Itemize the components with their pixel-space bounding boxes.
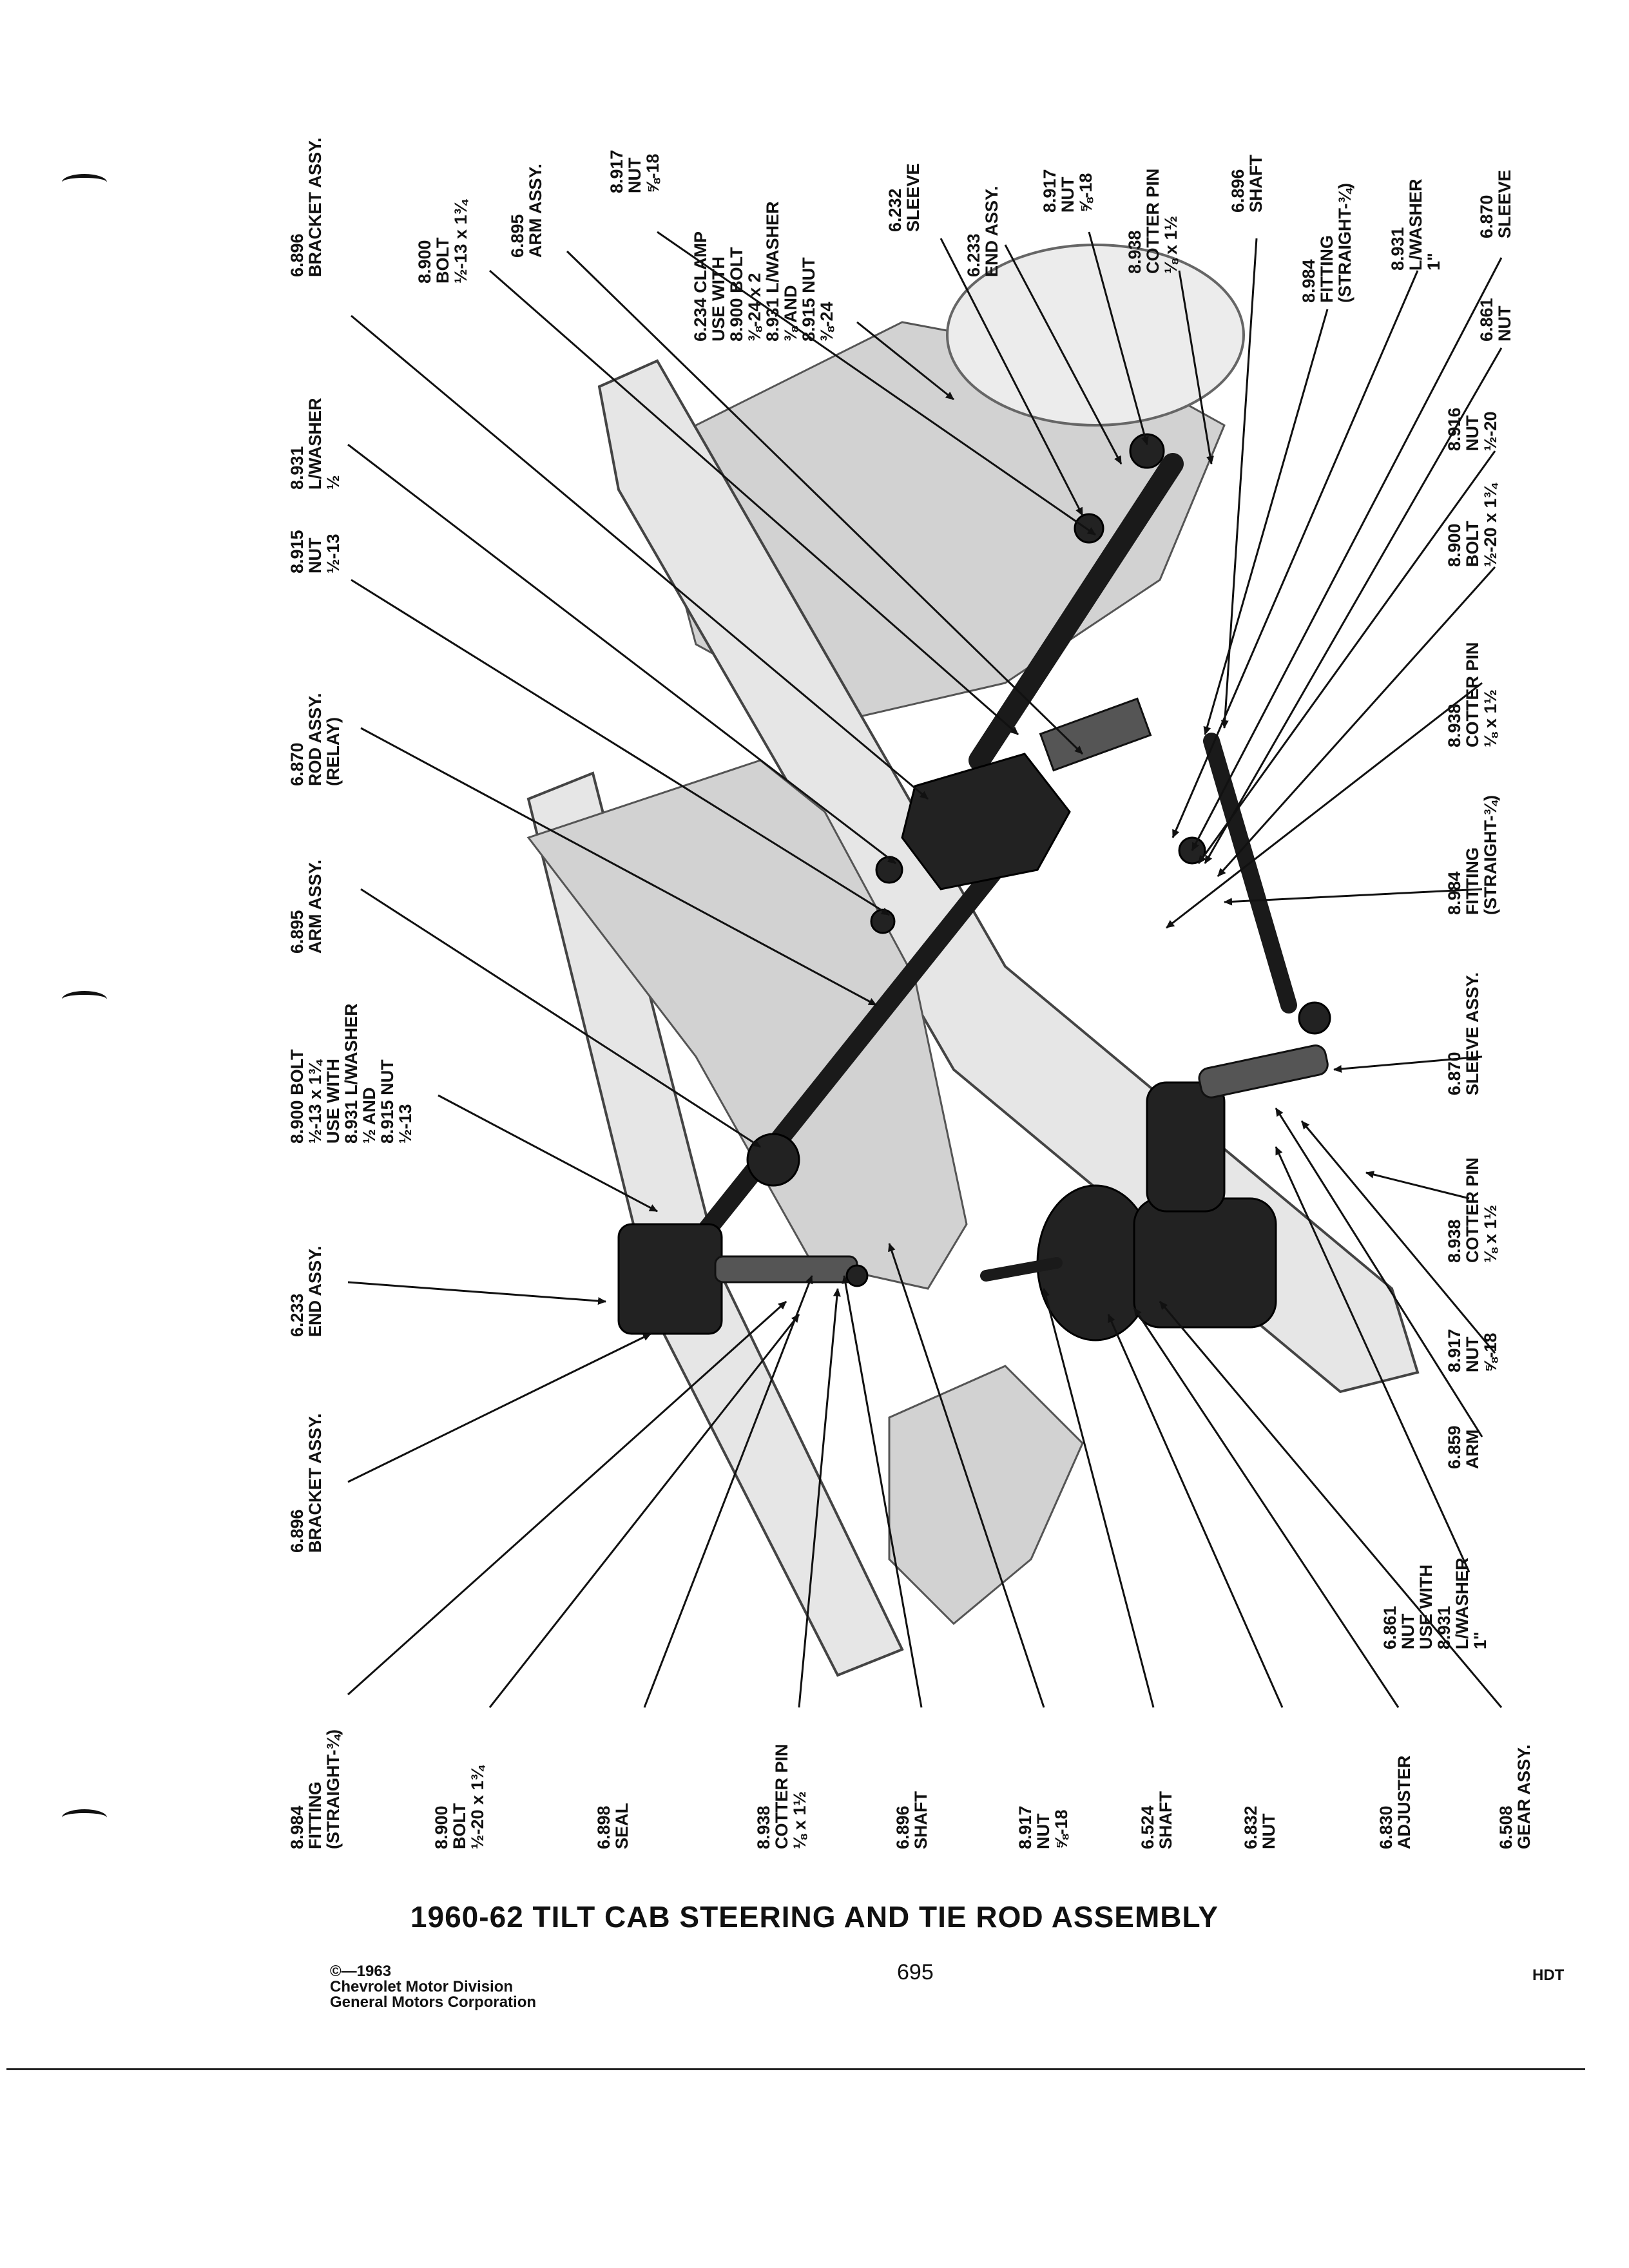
callout-line: 6.859 xyxy=(1445,1425,1464,1469)
copyright-line: General Motors Corporation xyxy=(330,1994,537,2011)
callout-line: SHAFT xyxy=(1156,1791,1175,1849)
callout-c21 xyxy=(287,860,325,954)
callout-line: 1" xyxy=(1470,1631,1490,1649)
callout-line: 8.938 xyxy=(754,1805,773,1849)
callout-line: 8.917 xyxy=(1040,169,1059,213)
callout-c12 xyxy=(1388,178,1443,271)
copyright-line: Chevrolet Motor Division xyxy=(330,1978,514,1995)
callout-line: ADJUSTER xyxy=(1394,1755,1414,1849)
callout-line: 6.508 xyxy=(1496,1805,1516,1849)
callout-line: SLEEVE xyxy=(1495,169,1514,238)
callout-c28 xyxy=(1445,1425,1482,1469)
callout-c01 xyxy=(287,137,325,277)
callout-line: 8.931 xyxy=(287,446,307,490)
callout-c31 xyxy=(287,1729,343,1849)
callout-c40 xyxy=(1496,1744,1534,1849)
callout-line: SLEEVE xyxy=(903,163,923,232)
callout-line: COTTER PIN xyxy=(1143,168,1162,274)
callout-line: (STRAIGHT-¾) xyxy=(1481,795,1500,915)
callout-line: 8.938 xyxy=(1445,704,1464,747)
callout-line: ½-20 x 1¾ xyxy=(468,1765,487,1849)
callout-line: COTTER PIN xyxy=(1463,1157,1482,1263)
nut-part xyxy=(1075,514,1103,543)
callout-c36 xyxy=(1016,1805,1071,1849)
callout-line: ½-13 xyxy=(323,533,343,573)
callout-c18 xyxy=(1445,482,1500,567)
callout-c05 xyxy=(691,201,836,341)
callout-line: COTTER PIN xyxy=(772,1744,791,1849)
gear-upper-body xyxy=(1147,1082,1224,1211)
callout-line: ½-20 x 1¾ xyxy=(1481,483,1500,567)
callout-c09 xyxy=(1125,168,1181,274)
copyright-line: ©—1963 xyxy=(330,1963,392,1980)
margin-mark xyxy=(62,991,107,1008)
callout-c33 xyxy=(594,1803,631,1849)
callout-line: ⅜-24 xyxy=(817,302,836,341)
callout-c10 xyxy=(1228,155,1266,213)
callout-line: 8.900 BOLT xyxy=(287,1049,307,1144)
callout-line: (STRAIGHT-¾) xyxy=(1335,183,1354,303)
callout-line: ARM xyxy=(1463,1429,1482,1469)
callout-line: 8.917 xyxy=(607,149,626,193)
callout-line: 6.232 xyxy=(885,188,905,232)
callout-line: ⅝-18 xyxy=(1052,1809,1071,1849)
section-code: HDT xyxy=(1532,1966,1565,1984)
callout-line: 8.900 xyxy=(1445,523,1464,567)
drag-link xyxy=(1211,741,1289,1005)
center-arm-shape xyxy=(1041,698,1151,770)
callout-line: NUT xyxy=(1034,1813,1053,1849)
callout-line: 8.984 xyxy=(1299,259,1318,303)
callout-line: NUT xyxy=(1058,177,1077,213)
callout-line: ½ AND xyxy=(360,1087,379,1144)
callout-line: 6.870 xyxy=(287,742,307,786)
callout-line: ⅝-18 xyxy=(643,153,662,193)
rear-bracket-shape xyxy=(889,1366,1083,1624)
callout-line: 6.234 CLAMP xyxy=(691,231,710,341)
callout-line: ⅝-18 xyxy=(1076,173,1095,213)
callout-line: ½-13 xyxy=(396,1104,415,1144)
nut-part xyxy=(876,857,902,883)
callout-line: ⅝-18 xyxy=(1481,1332,1500,1372)
callout-line: 8.931 L/WASHER xyxy=(342,1003,361,1144)
center-bracket-shape xyxy=(902,754,1070,889)
callout-line: ½-13 x 1¾ xyxy=(451,200,470,284)
callout-c19 xyxy=(287,693,343,786)
callout-line: 1" xyxy=(1424,253,1443,271)
callout-line: 8.915 xyxy=(287,530,307,573)
callout-line: 8.984 xyxy=(1445,871,1464,915)
callout-line: USE WITH xyxy=(323,1059,343,1144)
callout-line: ⅜ AND xyxy=(781,285,800,341)
callout-c16 xyxy=(287,530,343,573)
callout-line: ½-20 xyxy=(1481,411,1500,451)
callout-line: 8.938 xyxy=(1125,230,1144,274)
gear-box xyxy=(1134,1198,1276,1327)
callout-line: SEAL xyxy=(612,1802,631,1849)
callout-line: USE WITH xyxy=(709,256,728,341)
callout-line: 8.915 NUT xyxy=(799,257,818,341)
margin-mark xyxy=(62,174,107,191)
left-steering-box xyxy=(619,1224,722,1334)
callout-line: 6.895 xyxy=(508,214,527,258)
callout-line: 8.938 xyxy=(1445,1219,1464,1263)
callout-line: END ASSY. xyxy=(982,186,1001,277)
callout-c20 xyxy=(1445,642,1500,747)
callout-c34 xyxy=(754,1744,809,1849)
nut-part xyxy=(1299,1003,1330,1033)
callout-line: 6.870 xyxy=(1445,1052,1464,1095)
callout-line: 6.896 xyxy=(1228,169,1248,213)
callout-line: FITTING xyxy=(1463,847,1482,915)
callout-line: BRACKET ASSY. xyxy=(305,137,325,277)
callout-line: 6.896 xyxy=(287,1509,307,1553)
callout-line: FITTING xyxy=(1317,235,1336,303)
callout-line: 6.861 xyxy=(1477,298,1496,341)
callout-c35 xyxy=(893,1791,930,1849)
callout-line: 6.233 xyxy=(964,233,983,277)
callout-c03 xyxy=(508,164,545,258)
callout-line: 8.916 xyxy=(1445,407,1464,451)
callout-line: 6.870 xyxy=(1477,195,1496,238)
callout-line: NUT xyxy=(305,537,325,573)
callout-c17 xyxy=(1445,407,1500,451)
callout-line: BOLT xyxy=(1463,521,1482,567)
footer-rule xyxy=(6,2068,1585,2070)
callout-line: 8.931 xyxy=(1434,1606,1454,1649)
callout-line: ⅛ x 1½ xyxy=(790,1791,809,1849)
callout-line: FITTING xyxy=(305,1782,325,1849)
nut-part xyxy=(1130,434,1164,468)
callout-c13 xyxy=(1477,169,1514,238)
pitman-arm xyxy=(1197,1044,1329,1100)
callout-line: NUT xyxy=(1398,1613,1418,1649)
callout-line: 8.984 xyxy=(287,1805,307,1849)
callout-c39 xyxy=(1376,1755,1414,1849)
callout-c32 xyxy=(432,1764,487,1849)
callout-line: 8.900 xyxy=(415,240,434,284)
callout-line: ½ xyxy=(323,475,343,490)
left-arm-hub xyxy=(747,1134,799,1186)
callout-line: NUT xyxy=(1463,415,1482,451)
callout-line: L/WASHER xyxy=(1452,1557,1472,1649)
callout-line: ⅛ x 1½ xyxy=(1161,215,1181,274)
callout-c11 xyxy=(1299,183,1354,303)
margin-mark xyxy=(62,1809,107,1826)
nut-part xyxy=(871,910,894,933)
callout-c38 xyxy=(1241,1805,1278,1849)
callout-line: USE WITH xyxy=(1416,1564,1436,1649)
callout-line: 6.895 xyxy=(287,910,307,954)
callout-c06 xyxy=(885,163,923,232)
callout-line: COTTER PIN xyxy=(1463,642,1482,747)
callout-c37 xyxy=(1138,1791,1175,1849)
callout-line: GEAR ASSY. xyxy=(1514,1744,1534,1849)
left-shaft xyxy=(715,1256,857,1282)
callout-line: 6.524 xyxy=(1138,1805,1157,1849)
callout-line: SHAFT xyxy=(911,1791,930,1849)
callout-line: NUT xyxy=(1495,305,1514,341)
callout-line: 6.233 xyxy=(287,1293,307,1337)
callout-line: L/WASHER xyxy=(305,398,325,490)
callout-line: 8.915 NUT xyxy=(378,1059,397,1144)
callout-c23 xyxy=(287,1003,415,1144)
callout-line: 6.861 xyxy=(1380,1606,1400,1649)
callout-line: ⅜-24 x 2 xyxy=(745,273,764,341)
callout-c08 xyxy=(1040,169,1095,213)
callout-c14 xyxy=(1477,298,1514,341)
callout-c02 xyxy=(415,198,470,284)
callout-line: 8.931 xyxy=(1388,227,1407,271)
callout-line: 6.896 xyxy=(893,1805,912,1849)
callout-line: 8.917 xyxy=(1016,1805,1035,1849)
callout-line: 8.900 BOLT xyxy=(727,247,746,341)
callout-c04 xyxy=(607,149,662,193)
callout-line: (STRAIGHT-¾) xyxy=(323,1729,343,1849)
callout-line: NUT xyxy=(625,157,644,193)
callout-c30 xyxy=(1380,1557,1490,1649)
callout-line: BRACKET ASSY. xyxy=(305,1413,325,1553)
callout-line: 6.830 xyxy=(1376,1805,1396,1849)
callout-line: ⅛ x 1½ xyxy=(1481,689,1500,747)
callout-line: 8.931 L/WASHER xyxy=(763,201,782,341)
callout-line: 8.917 xyxy=(1445,1329,1464,1372)
callout-line: 6.832 xyxy=(1241,1805,1260,1849)
callout-line: 6.896 xyxy=(287,233,307,277)
callout-line: BOLT xyxy=(433,237,452,284)
callout-c26 xyxy=(287,1245,325,1337)
callout-line: 8.900 xyxy=(432,1805,451,1849)
callout-line: ROD ASSY. xyxy=(305,693,325,786)
callout-c29 xyxy=(287,1413,325,1553)
callout-c22 xyxy=(1445,795,1500,915)
callout-line: ½-13 x 1¾ xyxy=(305,1060,325,1144)
callout-line: SHAFT xyxy=(1246,155,1266,213)
nut-part xyxy=(847,1265,867,1286)
callout-c07 xyxy=(964,186,1001,277)
callout-line: BOLT xyxy=(450,1803,469,1849)
callout-line: ⅛ x 1½ xyxy=(1481,1204,1500,1263)
callout-line: ARM ASSY. xyxy=(526,163,545,258)
callout-line: ARM ASSY. xyxy=(305,859,325,954)
callout-line: L/WASHER xyxy=(1406,178,1425,271)
callout-c27 xyxy=(1445,1329,1500,1372)
callout-line: NUT xyxy=(1259,1813,1278,1849)
copyright-block xyxy=(330,1964,536,2010)
callout-c25 xyxy=(1445,1157,1500,1263)
callout-c15 xyxy=(287,398,343,490)
page-title: 1960-62 TILT CAB STEERING AND TIE ROD ASSEMBLY xyxy=(410,1900,1219,1934)
page-number: 695 xyxy=(897,1960,934,1984)
callout-c24 xyxy=(1445,972,1482,1095)
callout-line: END ASSY. xyxy=(305,1245,325,1337)
callout-line: (RELAY) xyxy=(323,716,343,786)
callout-line: SLEEVE ASSY. xyxy=(1463,972,1482,1095)
callout-line: 6.898 xyxy=(594,1805,613,1849)
callout-line: NUT xyxy=(1463,1336,1482,1372)
